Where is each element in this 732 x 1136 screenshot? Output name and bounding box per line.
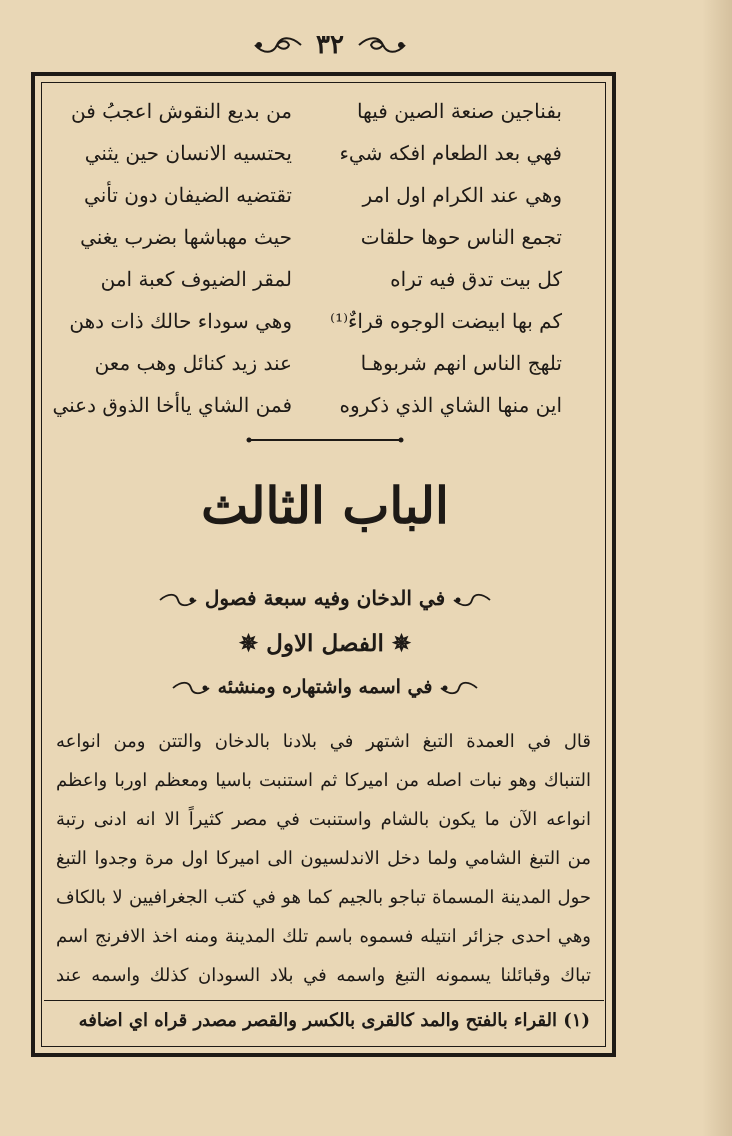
poem-verse: [72, 216, 562, 258]
poem-verse: [72, 174, 562, 216]
body-line: وهي احدى جزائر انتيله فسموه باسم تلك المدينة ومنه اخذ الافرنج اسم: [56, 926, 591, 947]
body-line: انواعه الآن ما يكون بالشام واستنبت في مصر كثيراً الا انه ادنى رتبة: [56, 809, 591, 830]
poem-verse: [52, 384, 562, 426]
poem-verse: [72, 132, 562, 174]
page-edge-shadow: [702, 0, 732, 1136]
verse-first-hemistich: اين منها الشاي الذي ذكروه: [339, 393, 562, 417]
verse-first-hemistich: فهي بعد الطعام افكه شيء: [339, 141, 562, 165]
verse-second-hemistich: وهي سوداء حالك ذات دهن: [69, 309, 292, 333]
ornament-right-icon: [158, 591, 198, 609]
poem-verse: [69, 300, 562, 342]
poem-block: [52, 90, 562, 426]
verse-first-hemistich: تلهج الناس انهم شربوهـا: [360, 351, 562, 375]
ornament-right-icon: [357, 34, 409, 56]
verse-second-hemistich: من بديع النقوش اعجبُ فن: [70, 99, 292, 123]
footnote-rule: [44, 1000, 604, 1001]
section-title: الفصل الاول: [266, 630, 384, 657]
verse-second-hemistich: عند زيد كنائل وهب معن: [94, 351, 292, 375]
star-ornament-icon: ✵: [391, 630, 412, 657]
section-subtitle: في اسمه واشتهاره ومنشئه: [217, 676, 433, 698]
ornament-left-icon: [439, 679, 479, 697]
verse-second-hemistich: حيث مهباشها بضرب يغني: [80, 225, 292, 249]
verse-second-hemistich: يحتسيه الانسان حين يثني: [84, 141, 292, 165]
section-title-line: [60, 630, 590, 657]
verse-first-hemistich: كم بها ابيضت الوجوه قراءٌ⁽¹⁾: [330, 309, 562, 333]
section-subtitle-line: [60, 676, 590, 698]
body-line: التنباك وهو نبات اصله من اميركا ثم استنبت باسيا ومعظم اوربا واعظم: [56, 770, 591, 791]
body-line: تباك وقبائلنا يسمونه التبغ واسمه في بلاد السودان كذلك واسمه عند: [56, 965, 591, 986]
body-paragraph: [56, 722, 591, 995]
body-line: حول المدينة المسماة تباجو بالجيم كما هو في كتب الجغرافيين لا بالكاف: [56, 887, 591, 908]
section-divider: [245, 436, 405, 444]
ornament-left-icon: [452, 591, 492, 609]
ornament-left-icon: [251, 34, 303, 56]
ornament-right-icon: [171, 679, 211, 697]
chapter-subtitle: في الدخان وفيه سبعة فصول: [204, 586, 446, 610]
poem-verse: [72, 258, 562, 300]
chapter-subtitle-line: [60, 586, 590, 610]
verse-first-hemistich: وهي عند الكرام اول امر: [362, 183, 562, 207]
verse-second-hemistich: لمقر الضيوف كعبة امن: [100, 267, 292, 291]
page-header: [0, 30, 660, 60]
body-line: قال في العمدة التبغ اشتهر في بلادنا بالدخان والتتن ومن انواعه: [56, 731, 591, 752]
verse-first-hemistich: كل بيت تدق فيه تراه: [390, 267, 562, 291]
poem-verse: [72, 342, 562, 384]
verse-second-hemistich: فمن الشاي ياأخا الذوق دعني: [52, 393, 292, 417]
page-number: ٣٢: [316, 30, 344, 60]
footnote: (١) القراء بالفتح والمد كالقرى بالكسر والقصر مصدر قراه اي اضافه: [78, 1010, 590, 1031]
verse-second-hemistich: تقتضيه الضيفان دون تأني: [84, 183, 292, 207]
star-ornament-icon: ✵: [238, 630, 259, 657]
poem-verse: [72, 90, 562, 132]
body-line: من التبغ الشامي ولما دخل الاندلسيون الى اميركا اول مرة وجدوا التبغ: [56, 848, 591, 869]
chapter-title: الباب الثالث: [201, 476, 449, 535]
verse-first-hemistich: تجمع الناس حوها حلقات: [360, 225, 562, 249]
verse-first-hemistich: بفناجين صنعة الصين فيها: [356, 99, 562, 123]
